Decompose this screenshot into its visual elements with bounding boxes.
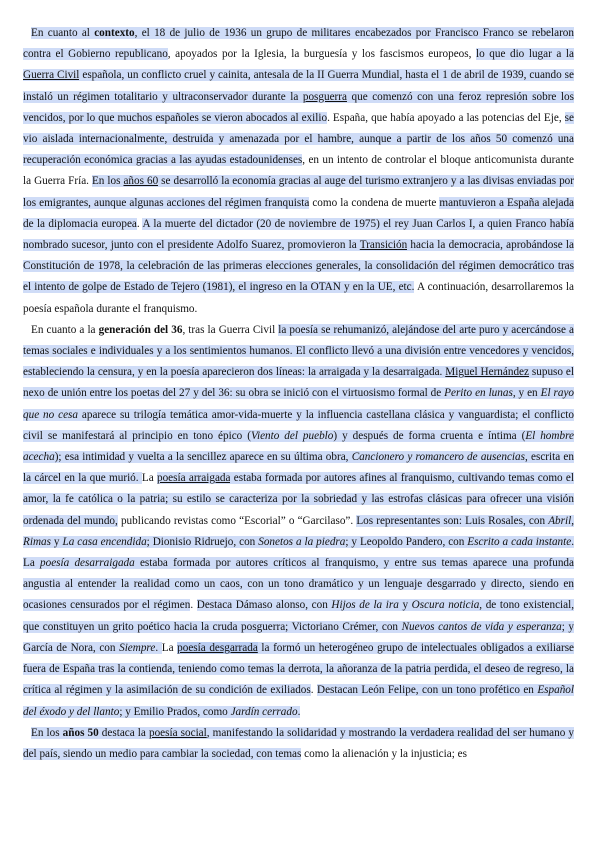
highlighted-text: En los [91,175,124,188]
work-title: poesía desarraigada [40,557,135,570]
underlined-term: Miguel Hernández [445,366,529,379]
text-run: . [136,217,143,230]
text-run: como la condena de muerte [309,196,440,209]
highlighted-text: estaba formada por autores afines al franquismo, cultivando temas como el amor, la fe católica o la patria; su estilo se caracteriza por la sobriedad y las estrofas clásicas para ofrecer una visión ordenada del mundo, [23,472,574,527]
underlined-term: poesía arraigada [156,472,231,485]
highlighted-text: la poesía se rehumanizó, alejándose del arte puro y acercándose a temas sociales e individuales y a los sentimientos humanos. El conflicto llevó a una división entre vencedores y vencidos, estableciendo la censura, y en la poesía aparecieron dos líneas: la arraigada y la desarraigada. [23,323,574,379]
highlighted-text: estaba formada por autores críticos al franquismo, y entre sus temas aparece una profunda angustia al entender la realidad como un caos, con un tono dramático y un lenguaje desgarrado y directo, siendo en ocasiones censurados por el régimen [23,557,574,612]
underlined-term: posguerra [302,90,347,103]
work-title: Hijos de la ira [331,599,399,612]
highlighted-text: ; y García de Nora, con [23,620,575,654]
highlighted-text: hacia la democracia, aprobándose la Constitución de 1978, la celebración de las primeras elecciones generales, la consolidación del régimen democrático tras el intento de golpe de Estado de Tejero (1981), el ingreso en la OTAN y en la UE, etc. [23,239,574,294]
highlighted-text: Destaca Dámaso alonso, con [196,599,332,612]
highlighted-text: que comenzó con una feroz represión sobre los vencidos, por lo que muchos españoles se vieron abocados al exilio [23,90,574,124]
underlined-term: poesía desgarrada [177,641,258,654]
work-title: El hombre acecha [23,429,574,464]
paragraph-2 [23,320,574,723]
text-run: La [161,641,178,654]
highlighted-text: , de tono existencial, que constituyen un grito poético hacia la cruda posguerra; Victoriano Crémer, con [23,599,575,633]
highlighted-text: . [155,641,162,654]
work-title: Jardín cerrado [230,705,298,718]
highlighted-text: la formó un heterogéneo grupo de intelectuales obligados a exiliarse fuera de España tras la contienda, teniendo como temas la derrota, la añoranza de la patria perdida, el deseo de regreso, la crítica al régimen y la asimilación de su condición de exiliados [23,641,575,697]
work-title: Español del éxodo y del llanto [23,684,574,718]
highlighted-text: , y en [512,387,541,400]
highlighted-text: española, un conflicto cruel y cainita, antesala de la II Guerra Mundial, hasta el 1 de abril de 1939, cuando se instaló un régimen totalitario y ultraconservador durante la [23,69,574,103]
highlighted-text: supuso el nexo de unión entre los poetas del 27 y del 36: su obra se inició con el virtuosismo formal de [23,366,575,400]
highlighted-text: , el 18 de julio de 1936 un grupo de militares encabezados por Francisco Franco se rebelaron contra el Gobierno republicano [23,27,574,61]
bold-term: generación del 36 [98,323,183,336]
highlighted-text: y [398,599,412,612]
work-title: Sonetos a la piedra [258,535,346,548]
highlighted-text: , manifestando la solidaridad y mostrando la verdadera realidad del ser humano y del país, siendo un medio para cambiar la sociedad, con temas [23,726,575,760]
underlined-term: años 60 [123,175,159,188]
highlighted-text: ; y Leopoldo Pandero, con [345,535,468,548]
highlighted-text: y [50,535,63,548]
work-title: Cancionero y romancero de ausencias [351,451,525,464]
highlighted-text: mantuvieron a España alejada de la diplomacia europea [23,196,575,230]
text-run: . [310,684,317,697]
work-title: Viento del pueblo [250,429,334,442]
highlighted-text: ); esa intimidad y vuelta a la sencillez aparece en su última obra, [54,451,352,464]
text-run: como la alienación y la injusticia; es [301,747,467,760]
highlighted-text: , [571,514,574,527]
text-run: La [141,472,157,485]
work-title: Escrito a cada instante [467,535,572,548]
underlined-term: Transición [359,239,408,252]
work-title: El rayo que no cesa [23,387,575,421]
highlighted-text: A la muerte del dictador (20 de noviembre de 1975) el rey Juan Carlos I, a quien Franco había nombrado sucesor, junto con el presidente Adolfo Suarez, promovieron la [23,217,575,252]
highlighted-text: En cuanto al [31,27,95,39]
text-run: , tras la Guerra Civil [182,323,279,336]
bold-term: años 50 [62,726,99,739]
highlighted-text: destaca la [98,726,149,739]
highlighted-text: ) y después de forma cruenta e íntima ( [333,429,526,442]
highlighted-text: Destacan León Felipe, con un tono profético en [317,684,538,697]
work-title: Siempre [119,641,156,654]
text-run: . España, que había apoyado a las potencias del Eje, [327,111,565,124]
highlighted-text: . La [23,535,575,570]
text-run: publicando revistas como “Escorial” o “Garcilaso”. [117,514,357,527]
work-title: Oscura noticia [411,599,480,612]
text-run: , en un intento de controlar el bloque anticomunista durante la Guerra Fría. [23,154,574,188]
underlined-term: Guerra Civil [23,69,80,82]
highlighted-text: En los [31,726,63,739]
text-run: En cuanto a la [31,323,99,336]
highlighted-text: ; y Emilio Prados, como [119,705,231,718]
bold-term: contexto [94,27,135,39]
paragraph-3 [23,723,574,765]
highlighted-text: se vio aislada internacionalmente, destruida y amenazada por el hambre, aunque a partir de los años 50 comenzó una recuperación económica gracias a las ayudas estadounidenses [23,111,574,167]
highlighted-text: , escrita en la cárcel en la que murió. [23,451,574,485]
work-title: Rimas [23,535,51,548]
text-run: , apoyados por la Iglesia, la burguesía y los fascismos europeos, [167,48,476,61]
work-title: Nuevos cantos de vida y esperanza [401,620,562,633]
paragraph-1 [23,23,574,320]
text-run: . [190,599,197,612]
work-title: Abril [548,514,572,527]
highlighted-text: aparece su trilogía temática amor-vida-muerte y la influencia castellana clásica y vanguardista; el conflicto civil se manifestará al principio en tono épico ( [23,408,574,442]
text-run: A continuación, desarrollaremos la poesía española durante el franquismo. [23,281,575,315]
underlined-term: poesía social [148,726,207,739]
highlighted-text: Los representantes son: Luis Rosales, con [356,514,549,527]
work-title: Perito en lunas [444,387,513,400]
highlighted-text: . [297,705,301,718]
highlighted-text: se desarrolló la economía gracias al auge del turismo extranjero y a las divisas enviadas por los emigrantes, aunque algunas acciones del régimen franquista [23,175,575,209]
highlighted-text: lo que dio lugar a la [476,48,575,61]
work-title: La casa encendida [62,535,147,548]
highlighted-text: ; Dionisio Ridruejo, con [146,535,259,548]
